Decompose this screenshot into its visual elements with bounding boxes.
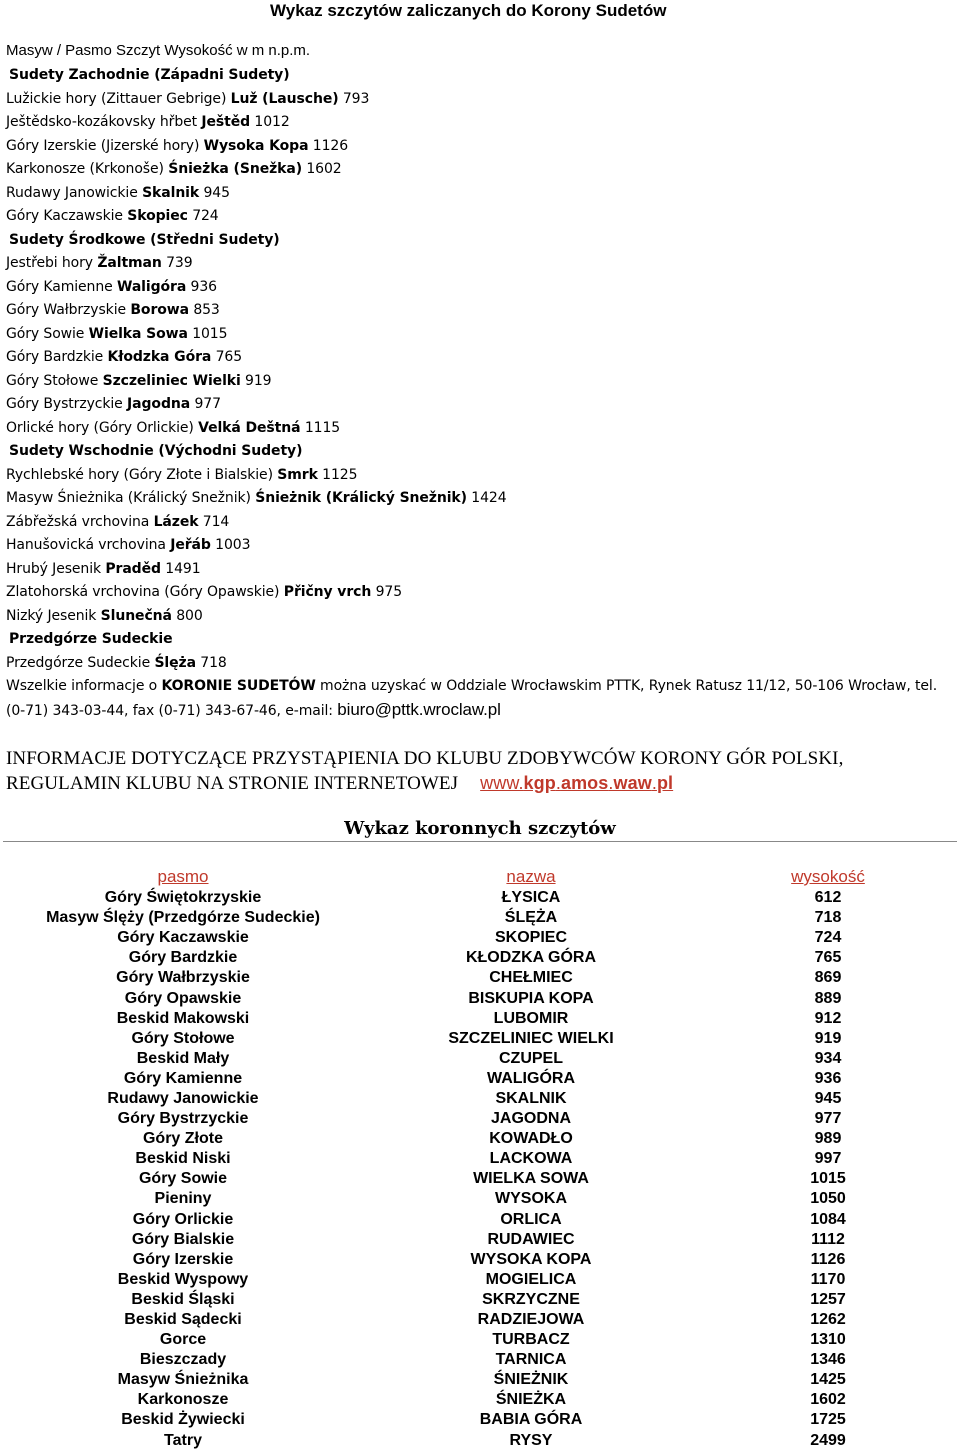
- peak-name: Lázek: [153, 513, 199, 530]
- range-cell: Pieniny: [154, 1190, 212, 1208]
- info-org: KORONIE SUDETÓW: [161, 678, 316, 694]
- table-row: [0, 1310, 960, 1330]
- range-cell: Góry Bialskie: [131, 1230, 235, 1248]
- peak-height: 1424: [471, 490, 507, 506]
- height-cell: 1262: [810, 1311, 846, 1329]
- height-cell: 1084: [810, 1210, 846, 1228]
- club-line-2: [6, 771, 951, 796]
- peak-name: Skalnik: [142, 184, 200, 201]
- peak-height: 1491: [165, 560, 201, 577]
- height-cell: 724: [814, 929, 842, 947]
- range-cell: Masyw Ślęży (Przedgórze Sudeckie): [46, 909, 320, 927]
- peak-height: 1012: [254, 114, 290, 130]
- range-name: Góry Kamienne: [6, 278, 113, 295]
- range-name: Góry Kaczawskie: [6, 208, 123, 224]
- range-cell: Beskid Żywiecki: [121, 1411, 245, 1429]
- height-cell: 1310: [810, 1331, 846, 1349]
- section-heading: Przedgórze Sudeckie: [9, 631, 173, 647]
- info-post: można uzyskać w Oddziale Wrocławskim PTTK, Rynek Ratusz 11/12, 50-106 Wrocław, tel. (0-71) 343-03-44, fax (0-71) 343-67-46, e-mail:: [6, 678, 938, 719]
- peak-height: 739: [166, 255, 193, 271]
- table-row: [0, 1350, 960, 1370]
- list-item: [6, 88, 946, 112]
- name-cell: ŁYSICA: [501, 889, 561, 907]
- list-item: [6, 370, 946, 394]
- range-cell: Beskid Sądecki: [124, 1311, 242, 1329]
- list-item: [6, 182, 946, 206]
- peak-height: 977: [194, 396, 221, 412]
- name-cell: WYSOKA: [495, 1190, 567, 1208]
- height-cell: 1170: [810, 1270, 846, 1288]
- table-row: [0, 1009, 960, 1029]
- club-info: [6, 746, 951, 796]
- peak-height: 800: [176, 607, 203, 624]
- height-cell: 2499: [810, 1431, 846, 1449]
- range-cell: Góry Izerskie: [132, 1250, 234, 1268]
- peak-name: Žaltman: [97, 255, 162, 271]
- peak-name: Waligóra: [116, 278, 187, 295]
- name-cell: TARNICA: [495, 1351, 567, 1369]
- list-item: [6, 252, 946, 276]
- table-row: [0, 1431, 960, 1451]
- range-cell: Góry Opawskie: [124, 989, 242, 1007]
- peak-height: 1125: [322, 466, 358, 483]
- height-cell: 1015: [810, 1170, 846, 1188]
- name-cell: ŚNIEŻKA: [495, 1391, 567, 1409]
- range-name: Góry Bystrzyckie: [6, 396, 123, 412]
- name-cell: KŁODZKA GÓRA: [465, 949, 597, 967]
- range-name: Zábřežská vrchovina: [6, 513, 150, 530]
- range-name: Góry Stołowe: [6, 372, 99, 389]
- table-row: [0, 948, 960, 968]
- peak-height: 714: [202, 513, 230, 530]
- peak-name: Slunečná: [100, 607, 172, 624]
- peak-name: Ślęża: [154, 654, 196, 671]
- list-header: Masyw / Pasmo Szczyt Wysokość w m n.p.m.: [6, 42, 311, 59]
- height-cell: 989: [814, 1130, 842, 1148]
- height-cell: 889: [814, 989, 842, 1007]
- table-row: [0, 1089, 960, 1109]
- height-cell: 1725: [810, 1411, 846, 1429]
- peak-height: 765: [215, 349, 243, 365]
- name-cell: BISKUPIA KOPA: [468, 989, 594, 1007]
- range-cell: Góry Kaczawskie: [117, 929, 249, 947]
- list-item: [6, 346, 946, 370]
- table-row: [0, 1330, 960, 1350]
- range-cell: Gorce: [159, 1331, 207, 1349]
- range-name: Nizký Jesenik: [6, 607, 97, 624]
- height-cell: 869: [814, 969, 842, 987]
- peak-name: Borowa: [130, 302, 189, 318]
- range-cell: Beskid Śląski: [131, 1290, 235, 1308]
- list-item: [6, 652, 946, 676]
- name-cell: WYSOKA KOPA: [470, 1250, 592, 1268]
- height-cell: 912: [814, 1009, 842, 1027]
- section-heading: Sudety Środkowe (Středni Sudety): [9, 231, 280, 248]
- peak-height: 1015: [192, 325, 228, 342]
- range-cell: Masyw Śnieżnika: [117, 1371, 249, 1389]
- peak-height: 1115: [304, 419, 341, 436]
- height-cell: 1425: [810, 1371, 846, 1389]
- info-pre: Wszelkie informacje o: [6, 678, 162, 694]
- name-cell: ŚNIEŻNIK: [493, 1371, 569, 1389]
- height-cell: 997: [814, 1150, 842, 1168]
- peak-name: Wielka Sowa: [88, 325, 188, 342]
- name-cell: TURBACZ: [492, 1331, 570, 1349]
- range-name: Góry Bardzkie: [6, 349, 104, 365]
- range-cell: Rudawy Janowickie: [107, 1089, 259, 1107]
- list-item: [6, 135, 946, 159]
- name-cell: SZCZELINIEC WIELKI: [448, 1029, 614, 1047]
- peak-name: Ještěd: [201, 114, 251, 130]
- email-link[interactable]: biuro@pttk.wroclaw.pl: [337, 700, 501, 719]
- name-cell: RYSY: [509, 1431, 553, 1449]
- peak-name: Wysoka Kopa: [203, 137, 309, 154]
- range-cell: Góry Sowie: [138, 1170, 228, 1188]
- peak-height: 724: [192, 208, 219, 224]
- list-item: [6, 511, 946, 535]
- peak-name: Smrk: [277, 466, 318, 483]
- list-item: [6, 487, 946, 511]
- list-item: [6, 111, 946, 135]
- height-cell: 945: [814, 1089, 842, 1107]
- range-name: Hrubý Jesenik: [6, 560, 101, 577]
- list-item: [6, 393, 946, 417]
- range-cell: Góry Bystrzyckie: [117, 1110, 249, 1128]
- range-cell: Beskid Mały: [136, 1049, 230, 1067]
- name-cell: RUDAWIEC: [487, 1230, 575, 1248]
- peak-height: 853: [193, 302, 220, 318]
- range-name: Masyw Śnieżnika (Králický Snežnik): [6, 490, 251, 506]
- name-cell: KOWADŁO: [489, 1130, 573, 1148]
- range-name: Karkonosze (Krkonoše): [6, 161, 164, 177]
- peak-name: Kłodzka Góra: [107, 349, 212, 365]
- height-cell: 934: [814, 1049, 842, 1067]
- info-paragraph: [6, 674, 951, 723]
- range-name: Orlické hory (Góry Orlickie): [6, 419, 194, 436]
- range-name: Góry Wałbrzyskie: [6, 302, 126, 318]
- range-cell: Góry Kamienne: [123, 1069, 243, 1087]
- list-item: [6, 464, 946, 488]
- list-item: [6, 417, 946, 441]
- page-title: Wykaz szczytów zaliczanych do Korony Sudetów: [270, 1, 667, 20]
- name-cell: LACKOWA: [489, 1150, 573, 1168]
- height-cell: 919: [814, 1029, 842, 1047]
- range-name: Góry Izerskie (Jizerské hory): [6, 137, 200, 154]
- height-cell: 936: [814, 1069, 842, 1087]
- table-row: [0, 1390, 960, 1410]
- range-name: Rudawy Janowickie: [6, 184, 138, 201]
- range-cell: Beskid Wyspowy: [117, 1270, 249, 1288]
- club-line-1: INFORMACJE DOTYCZĄCE PRZYSTĄPIENIA DO KLUBU ZDOBYWCÓW KORONY GÓR POLSKI,: [6, 748, 844, 769]
- peak-height: 945: [203, 184, 230, 201]
- table-row: [0, 888, 960, 908]
- range-name: Hanušovická vrchovina: [6, 537, 166, 553]
- table-row: [0, 1210, 960, 1230]
- table-row: [0, 1069, 960, 1089]
- list-item: [6, 158, 946, 182]
- table-header-row: [0, 866, 960, 888]
- table-row: [0, 1109, 960, 1129]
- range-cell: Karkonosze: [137, 1391, 229, 1409]
- name-cell: WALIGÓRA: [487, 1069, 575, 1087]
- height-cell: 977: [814, 1110, 842, 1128]
- table-row: [0, 1169, 960, 1189]
- peak-name: Praděd: [105, 560, 161, 577]
- list-item: [6, 558, 946, 582]
- peak-height: 1126: [312, 137, 349, 154]
- peak-height: 793: [342, 90, 370, 107]
- range-cell: Góry Orlickie: [132, 1210, 234, 1228]
- table-row: [0, 1250, 960, 1270]
- range-cell: Góry Świętokrzyskie: [104, 889, 262, 907]
- table-row: [0, 1290, 960, 1310]
- peak-name: Velká Deštná: [198, 419, 301, 436]
- table-row: [0, 988, 960, 1008]
- peak-height: 1602: [306, 161, 342, 177]
- table-row: [0, 1189, 960, 1209]
- peak-name: Luž (Lausche): [230, 90, 339, 107]
- column-header-range[interactable]: pasmo: [157, 867, 209, 886]
- list-item: [6, 276, 946, 300]
- table-row: [0, 1149, 960, 1169]
- peak-name: Szczeliniec Wielki: [102, 372, 241, 389]
- range-name: Rychlebské hory (Góry Złote i Bialskie): [6, 466, 273, 483]
- table-row: [0, 968, 960, 988]
- range-cell: Góry Bardzkie: [128, 949, 238, 967]
- range-name: Jestřebi hory: [6, 255, 93, 271]
- height-cell: 718: [814, 909, 842, 927]
- range-cell: Góry Wałbrzyskie: [116, 969, 250, 987]
- peak-name: Přičny vrch: [283, 584, 372, 600]
- range-name: Przedgórze Sudeckie: [6, 654, 151, 671]
- list-item: [6, 605, 946, 629]
- peak-height: 919: [245, 372, 272, 389]
- name-cell: WIELKA SOWA: [473, 1170, 589, 1188]
- range-name: Lužickie hory (Zittauer Gebrige): [6, 90, 227, 107]
- table-row: [0, 908, 960, 928]
- list-item: [6, 299, 946, 323]
- name-cell: SKRZYCZNE: [482, 1290, 580, 1308]
- peak-name: Skopiec: [127, 208, 188, 224]
- peak-height: 975: [375, 584, 402, 600]
- range-cell: Góry Stołowe: [131, 1029, 235, 1047]
- range-cell: Beskid Niski: [135, 1150, 231, 1168]
- range-cell: Bieszczady: [139, 1351, 227, 1369]
- table-row: [0, 928, 960, 948]
- peak-name: Jeřáb: [170, 537, 211, 553]
- range-name: Zlatohorská vrchovina (Góry Opawskie): [6, 584, 280, 600]
- divider: [3, 841, 957, 842]
- table-row: [0, 1129, 960, 1149]
- name-cell: LUBOMIR: [493, 1009, 569, 1027]
- peak-height: 718: [200, 654, 227, 671]
- name-cell: SKALNIK: [495, 1089, 567, 1107]
- club-line-2-text: REGULAMIN KLUBU NA STRONIE INTERNETOWEJ: [6, 773, 459, 794]
- list-item: [6, 581, 946, 605]
- name-cell: CHEŁMIEC: [489, 969, 573, 987]
- club-website-link[interactable]: www.kgp.amos.waw.pl: [480, 773, 674, 793]
- height-cell: 1126: [810, 1250, 846, 1268]
- height-cell: 1346: [810, 1351, 846, 1369]
- height-cell: 1257: [810, 1290, 846, 1308]
- column-header-name[interactable]: nazwa: [506, 867, 556, 886]
- peak-name: Jagodna: [127, 396, 191, 412]
- section-heading: Sudety Zachodnie (Západni Sudety): [9, 67, 290, 83]
- name-cell: MOGIELICA: [485, 1270, 577, 1288]
- section-heading: Sudety Wschodnie (Východni Sudety): [9, 443, 303, 459]
- crown-peaks-table: [0, 866, 960, 1451]
- peak-name: Śnieżnik (Králický Snežnik): [255, 490, 467, 506]
- table-row: [0, 1230, 960, 1250]
- range-name: Ještědsko-kozákovsky hřbet: [6, 114, 198, 130]
- range-name: Góry Sowie: [6, 325, 85, 342]
- table-row: [0, 1370, 960, 1390]
- height-cell: 765: [814, 949, 842, 967]
- height-cell: 1112: [811, 1230, 845, 1248]
- table-row: [0, 1029, 960, 1049]
- peak-height: 1003: [215, 537, 251, 553]
- section-title-crown-peaks: Wykaz koronnych szczytów: [344, 818, 616, 839]
- column-header-height[interactable]: wysokość: [791, 867, 865, 886]
- name-cell: CZUPEL: [499, 1049, 563, 1067]
- list-item: [6, 205, 946, 229]
- sudety-peak-list: [6, 64, 946, 675]
- name-cell: RADZIEJOWA: [477, 1311, 585, 1329]
- name-cell: ORLICA: [500, 1210, 562, 1228]
- list-item: [6, 534, 946, 558]
- table-row: [0, 1049, 960, 1069]
- table-row: [0, 1270, 960, 1290]
- height-cell: 612: [814, 889, 842, 907]
- name-cell: JAGODNA: [490, 1110, 571, 1128]
- peak-height: 936: [190, 278, 217, 295]
- height-cell: 1050: [810, 1190, 846, 1208]
- range-cell: Góry Złote: [142, 1130, 223, 1148]
- name-cell: SKOPIEC: [494, 929, 567, 947]
- list-item: [6, 323, 946, 347]
- range-cell: Tatry: [164, 1431, 202, 1449]
- range-cell: Beskid Makowski: [116, 1009, 250, 1027]
- name-cell: BABIA GÓRA: [479, 1411, 583, 1429]
- table-row: [0, 1410, 960, 1430]
- peak-name: Śnieżka (Snežka): [168, 161, 303, 177]
- height-cell: 1602: [810, 1391, 846, 1409]
- name-cell: ŚLĘŻA: [504, 909, 558, 927]
